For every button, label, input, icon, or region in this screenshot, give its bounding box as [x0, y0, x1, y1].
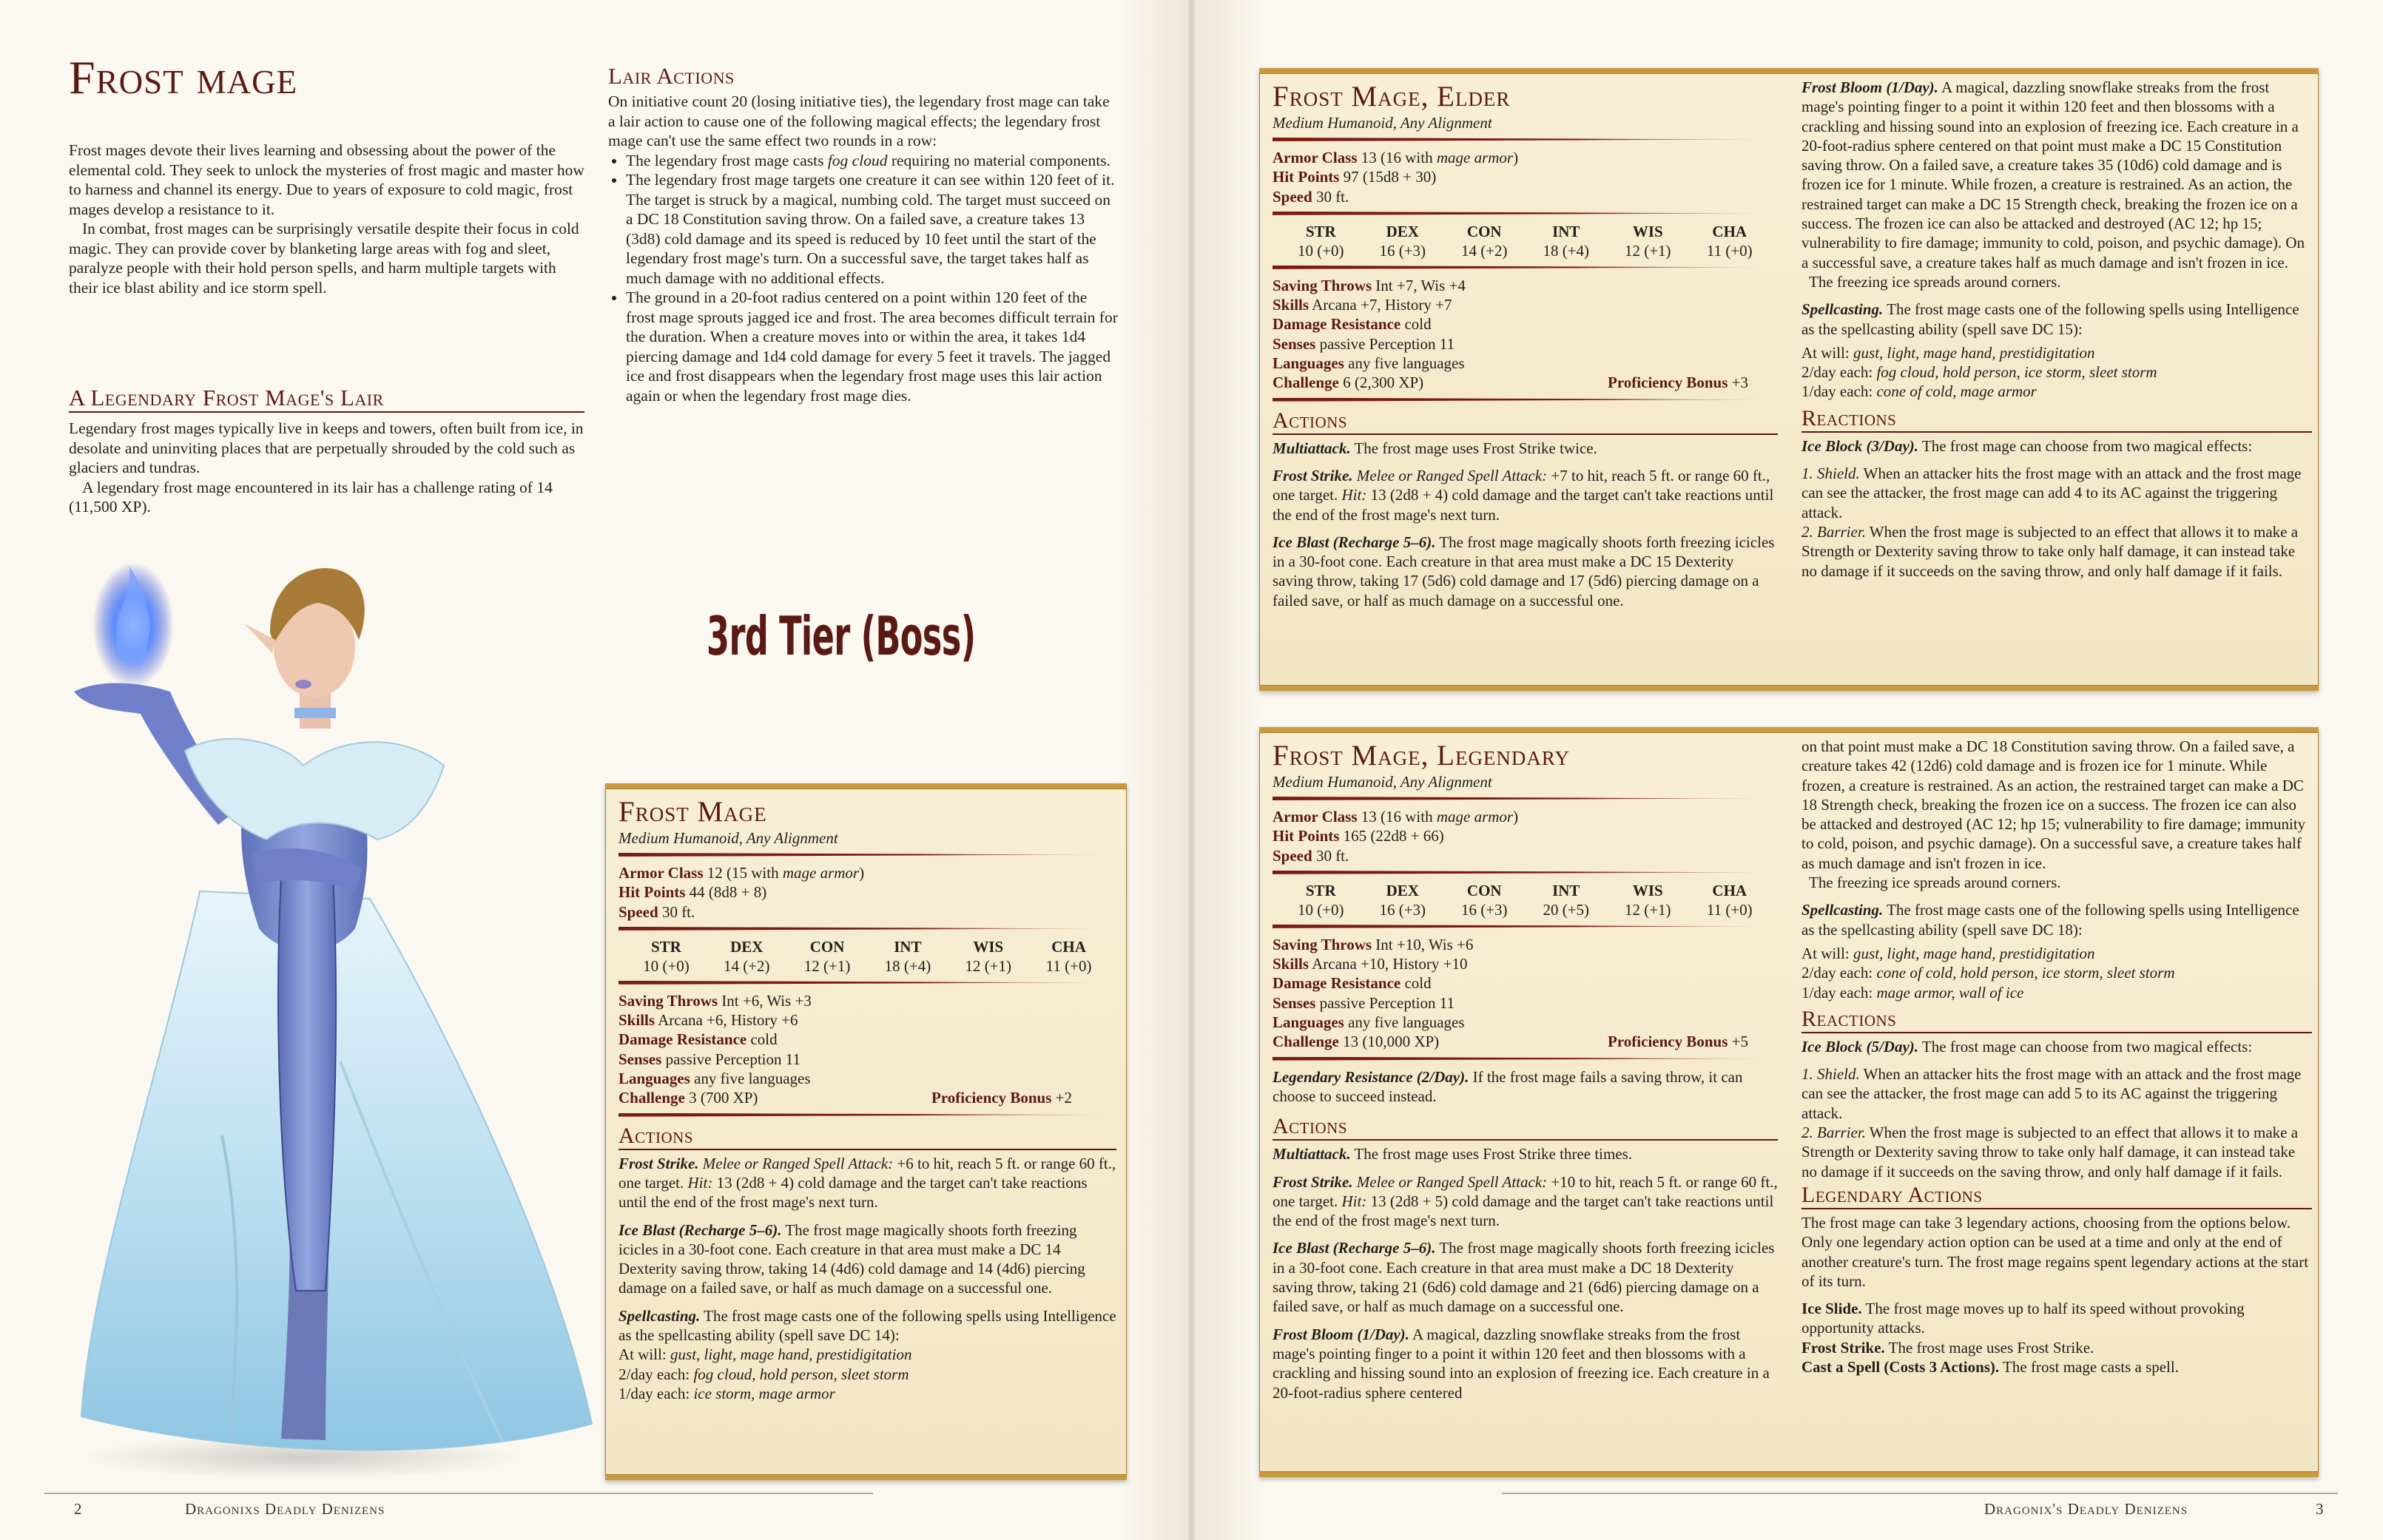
stat-block-elder: Frost Mage, Elder Medium Humanoid, Any Alignment Armor Class 13 (16 with mage armor) Hit Points 97 (15d8 + 30) Speed 30 ft. STR DEX CON INT WIS CHA 10 (+0) 16 (+3) 14 (+2) 18 (+4) 12 (+1) 11 (+0) Saving Throws Int +7, Wis +4 Skills Arcana +7, History +7 Damage Resistance cold Senses passive Perception 11 Languages any five languages Challenge 6 (2,300 XP) Proficiency Bonus +3 Actions Multiattack. The frost mage uses Frost Strike twice. Frost Strike. Melee or Ranged Spell Attack: +7 to hit, reach 5 ft. or range 60 ft., one target. Hit: 13 (2d8 + 4) cold damage and the target can't take reactions until the end of the frost mage's next turn. Ice Blast (Recharge 5–6). The frost mage magically shoots forth freezing icicles in a 30-foot cone. Each creature in that area must make a DC 15 Dexterity saving throw, taking 17 (5d6) cold damage and 17 (5d6) piercing damage on a failed save, or half as much damage on a successful one. Frost Bloom (1/Day). A magical, dazzling snowflake streaks from the frost mage's pointing finger to a point it within 120 feet and then blossoms with a crackling and hissing sound into an explosion of freezing ice. Each creature in a 20-foot-radius sphere centered on that point must make a DC 15 Constitution saving throw. On a failed save, a creature takes 35 (10d6) cold damage and is frozen ice for 1 minute. While frozen, a creature is restrained. As an action, the restrained target can make a DC 15 Strength check, breaking the frozen ice on a success. The frozen ice can also be attacked and destroyed (AC 12; hp 15; vulnerability to fire damage; immunity to cold, poison, and psychic damage). On a successful save, a creature takes half as much damage and isn't frozen in ice. The freezing ice spreads around corners. Spellcasting. The frost mage casts one of the following spells using Intelligence as the spellcasting ability (spell save DC 15): At will: gust, light, mage hand, prestidigitation 2/day each: fog cloud, hold person, ice storm, sleet storm 1/day each: cone of cold, mage armor Reactions Ice Block (3/Day). The frost mage can choose from two magical effects: 1. Shield. When an attacker hits the frost mage with an attack and the frost mage can see the attacker, the frost mage can add 4 to its AC against the triggering attack. 2. Barrier. When the frost mage is subjected to an effect that allows it to make a Strength or Dexterity saving throw to take only half damage, it can instead take no damage if it succeeds on the saving throw, and only half damage if it fails. — [1259, 68, 2319, 691]
lair-paragraph: A legendary frost mage encountered in its lair has a challenge rating of 14 (11,500 XP). — [69, 478, 553, 516]
actions-heading: Actions — [618, 1124, 1116, 1150]
lair-action-item: • The legendary frost mage casts fog cloud requiring no material components. — [626, 151, 1119, 171]
intro-text — [69, 141, 587, 297]
lair-action-item: • The ground in a 20-foot radius centered on a point within 120 feet of the frost mage sprouts jagged ice and frost. The area becomes difficult terrain for the duration. When a creature moves into or within the area, it takes 1d4 piercing damage and 1d4 cold damage for every 5 feet it travels. The jagged ice and frost disappears when the legendary frost mage uses this lair action again or when the legendary frost mage dies. — [626, 288, 1119, 405]
footer-rule — [1502, 1493, 2338, 1494]
actions-heading: Actions — [1273, 1114, 1778, 1141]
ability-scores: STR DEX CON INT WIS CHA 10 (+0) 16 (+3) 16 (+3) 20 (+5) 12 (+1) 11 (+0) — [1297, 881, 1753, 919]
divider — [1273, 925, 1778, 928]
footer-title: Dragonix's Deadly Denizens — [1984, 1500, 2188, 1518]
divider — [618, 853, 1116, 857]
footer-page-number: 3 — [2316, 1500, 2325, 1518]
footer-rule — [44, 1493, 873, 1494]
divider — [618, 981, 1116, 985]
divider — [1273, 797, 1778, 800]
frost-mage-illustration — [59, 544, 607, 1505]
lair-actions-list — [608, 151, 1119, 406]
ability-scores: STR DEX CON INT WIS CHA 10 (+0) 16 (+3) 14 (+2) 18 (+4) 12 (+1) 11 (+0) — [1297, 222, 1753, 260]
lair-actions-heading: Lair Actions — [608, 63, 735, 89]
reactions-heading: Reactions — [1801, 1007, 2312, 1033]
ability-scores: STR DEX CON INT WIS CHA 10 (+0) 14 (+2) 12 (+1) 18 (+4) 12 (+1) 11 (+0) — [643, 937, 1092, 975]
divider — [618, 1113, 1116, 1117]
stat-block-frost-mage: Frost Mage Medium Humanoid, Any Alignment Armor Class 12 (15 with mage armor) Hit Points 44 (8d8 + 8) Speed 30 ft. STR DEX CON INT WIS CHA 10 (+0) 14 (+2) 12 (+1) 18 (+4) 12 (+1) 11 (+0) Saving Throws Int +6, Wis +3 Skills Arcana +6, History +6 Damage Resistance cold Senses passive Perception 11 Languages any five languages Challenge 3 (700 XP) Proficiency Bonus +2 Actions Frost Strike. Melee or Ranged Spell Attack: +6 to hit, reach 5 ft. or range 60 ft., one target. Hit: 13 (2d8 + 4) cold damage and the target can't take reactions until the end of the frost mage's next turn. Ice Blast (Recharge 5–6). The frost mage magically shoots forth freezing icicles in a 30-foot cone. Each creature in that area must make a DC 14 Dexterity saving throw, taking 14 (4d6) cold damage and 14 (4d6) piercing damage on a failed save, or half as much damage on a successful one. Spellcasting. The frost mage casts one of the following spells using Intelligence as the spellcasting ability (spell save DC 14): At will: gust, light, mage hand, prestidigitation 2/day each: fog cloud, hold person, sleet storm 1/day each: ice storm, mage armor — [605, 783, 1127, 1480]
divider — [618, 927, 1116, 931]
monster-type: Medium Humanoid, Any Alignment — [1273, 114, 1492, 132]
legendary-actions-heading: Legendary Actions — [1801, 1183, 2312, 1209]
divider — [1273, 871, 1778, 874]
book-gutter — [1188, 0, 1195, 1540]
reactions-heading: Reactions — [1801, 406, 2312, 433]
monster-type: Medium Humanoid, Any Alignment — [618, 829, 838, 847]
tier-heading: 3rd Tier (Boss) — [707, 605, 976, 667]
lair-action-item: • The legendary frost mage targets one creature it can see within 120 feet of it. The target is struck by a magical, numbing cold. The target must succeed on a DC 18 Constitution saving throw. On a failed save, a creature takes 13 (3d8) cold damage and its speed is reduced by 10 feet until the start of the legendary frost mage's turn. On a successful save, the target takes half as much damage with no additional effects. — [626, 170, 1119, 288]
page-title: Frost mage — [69, 51, 298, 104]
actions-heading: Actions — [1273, 408, 1778, 435]
lair-actions-intro: On initiative count 20 (losing initiative ties), the legendary frost mage can take a lair action to cause one of the following magical effects; the legendary frost mage can't use the same effect two rounds in a row: — [608, 92, 1110, 149]
divider — [1273, 212, 1778, 215]
divider — [1273, 398, 1778, 402]
footer-page-number: 2 — [74, 1500, 83, 1518]
footer-title: Dragonixs Deadly Denizens — [185, 1500, 385, 1518]
divider — [1273, 1057, 1778, 1061]
lair-actions-text — [608, 92, 1119, 405]
intro-paragraph: In combat, frost mages can be surprisingly versatile despite their focus in cold magic. They can provide cover by blanketing large areas with fog and sleet, paralyze people with their hold person spells, and harm multiple targets with their ice blast ability and ice storm spell. — [69, 220, 579, 297]
lair-heading: A Legendary Frost Mage's Lair — [69, 385, 584, 413]
lair-paragraph: Legendary frost mages typically live in keeps and towers, often built from ice, in desolate and uninviting places that are perpetually shrouded by the cold such as glaciers and tundras. — [69, 419, 584, 476]
monster-name: Frost Mage — [618, 796, 767, 828]
divider — [1273, 266, 1778, 269]
monster-name: Frost Mage, Legendary — [1273, 740, 1570, 771]
stat-block-legendary: Frost Mage, Legendary Medium Humanoid, Any Alignment Armor Class 13 (16 with mage armor) Hit Points 165 (22d8 + 66) Speed 30 ft. STR DEX CON INT WIS CHA 10 (+0) 16 (+3) 16 (+3) 20 (+5) 12 (+1) 11 (+0) Saving Throws Int +10, Wis +6 Skills Arcana +10, History +10 Damage Resistance cold Senses passive Perception 11 Languages any five languages Challenge 13 (10,000 XP) Proficiency Bonus +5 Legendary Resistance (2/Day). If the frost mage fails a saving throw, it can choose to succeed instead. Actions Multiattack. The frost mage uses Frost Strike three times. Frost Strike. Melee or Ranged Spell Attack: +10 to hit, reach 5 ft. or range 60 ft., one target. Hit: 13 (2d8 + 5) cold damage and the target can't take reactions until the end of the frost mage's next turn. Ice Blast (Recharge 5–6). The frost mage magically shoots forth freezing icicles in a 30-foot cone. Each creature in that area must make a DC 18 Dexterity saving throw, taking 21 (6d6) cold damage and 21 (6d6) piercing damage on a failed save, or half as much damage on a successful one. Frost Bloom (1/Day). A magical, dazzling snowflake streaks from the frost mage's pointing finger to a point it within 120 feet and then blossoms with a crackling and hissing sound into an explosion of freezing ice. Each creature in a 20-foot-radius sphere centered on that point must make a DC 18 Constitution saving throw. On a failed save, a creature takes 42 (12d6) cold damage and is frozen ice for 1 minute. While frozen, a creature is restrained. As an action, the restrained target can make a DC 18 Strength check, breaking the frozen ice on a success. The frozen ice can also be attacked and destroyed (AC 12; hp 15; vulnerability to fire damage; immunity to cold, poison, and psychic damage). On a successful save, a creature takes half as much damage and isn't frozen in ice. The freezing ice spreads around corners. Spellcasting. The frost mage casts one of the following spells using Intelligence as the spellcasting ability (spell save DC 18): At will: gust, light, mage hand, prestidigitation 2/day each: cone of cold, hold person, ice storm, sleet storm 1/day each: mage armor, wall of ice Reactions Ice Block (5/Day). The frost mage can choose from two magical effects: 1. Shield. When an attacker hits the frost mage with an attack and the frost mage can see the attacker, the frost mage can add 5 to its AC against the triggering attack. 2. Barrier. When the frost mage is subjected to an effect that allows it to make a Strength or Dexterity saving throw to take only half damage, it can instead take no damage if it succeeds on the saving throw, and only half damage if it fails. Legendary Actions The frost mage can take 3 legendary actions, choosing from the options below. Only one legendary action option can be used at a time and only at the end of another creature's turn. The frost mage regains spent legendary actions at the start of its turn. Ice Slide. The frost mage moves up to half its speed without provoking opportunity attacks. Frost Strike. The frost mage uses Frost Strike. Cast a Spell (Costs 3 Actions). The frost mage casts a spell. — [1259, 727, 2319, 1477]
monster-type: Medium Humanoid, Any Alignment — [1273, 773, 1492, 791]
monster-name: Frost Mage, Elder — [1273, 81, 1511, 112]
lair-text — [69, 419, 587, 517]
divider — [1273, 138, 1778, 141]
intro-paragraph: Frost mages devote their lives learning and obsessing about the power of the elemental cold. They seek to unlock the mysteries of frost magic and master how to harness and channel its energy. Due to years of exposure to cold magic, frost mages develop a resistance to it. — [69, 141, 584, 218]
